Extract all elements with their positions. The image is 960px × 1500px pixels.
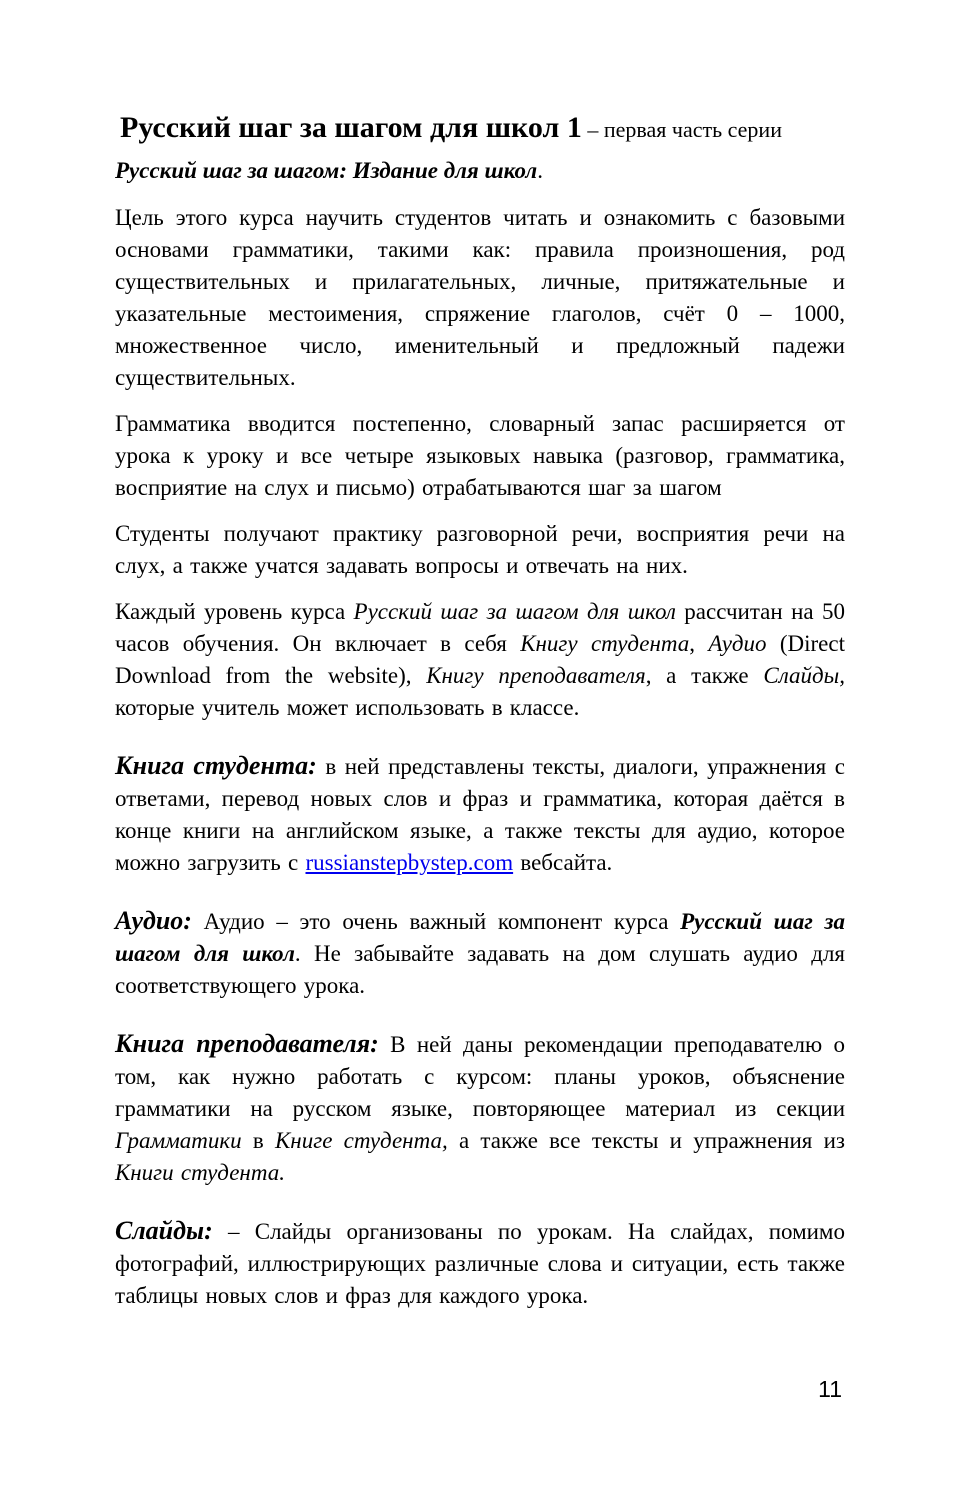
slides-section bbox=[115, 1215, 845, 1312]
text-run: Книгу студента bbox=[520, 631, 690, 656]
text-run: Слайды, bbox=[763, 663, 845, 688]
text-run: которые учитель может использовать в классе. bbox=[115, 695, 580, 720]
grammar-progress-paragraph bbox=[115, 408, 845, 504]
text-run: Аудио bbox=[708, 631, 767, 656]
page-title bbox=[115, 108, 845, 150]
students-practice-paragraph bbox=[115, 518, 845, 582]
page-subtitle bbox=[115, 154, 845, 188]
teacher-book-section bbox=[115, 1028, 845, 1189]
text-run: Грамматики bbox=[115, 1128, 242, 1153]
text-run: Русский шаг за шагом для школ 1 bbox=[120, 111, 582, 144]
text-run: а также все тексты и упражнения из bbox=[447, 1128, 845, 1153]
text-run: Книгу преподавателя bbox=[426, 663, 646, 688]
document-content bbox=[115, 108, 845, 1312]
course-goal-paragraph bbox=[115, 202, 845, 394]
text-run: Грамматика вводится постепенно, словарный запас расширяется от урока к уроку и все четыре языковых навыка (разговор, грамматика, восприятие на слух и письмо) отрабатываются шаг за шагом bbox=[115, 411, 845, 500]
text-run: Русский шаг за шагом для школ bbox=[115, 909, 845, 966]
text-run: , а также bbox=[645, 663, 764, 688]
course-components-paragraph bbox=[115, 596, 845, 724]
text-run: Книги студента. bbox=[115, 1160, 285, 1185]
text-run: вебсайта. bbox=[513, 850, 613, 875]
text-run: . bbox=[537, 158, 543, 183]
text-run: Книга студента: bbox=[115, 751, 317, 780]
text-run: – первая часть серии bbox=[581, 117, 782, 142]
text-run: (Direct Download from the website), bbox=[115, 631, 845, 688]
text-run: рассчитан на 50 часов обучения. Он включает в себя bbox=[115, 599, 845, 656]
text-run: Цель этого курса научить студентов читать и ознакомить с базовыми основами грамматики, такими как: правила произношения, род существительных и прилагательных, личные, притяжательные и указательные местоимения, спряжение глаголов, счёт 0 – 1000, множественное число, именительный и предложный падежи существительных. bbox=[115, 205, 845, 390]
text-run: Аудио: bbox=[115, 906, 192, 935]
text-run: Книге студента, bbox=[275, 1128, 448, 1153]
text-run: в ней представлены тексты, диалоги, упражнения с ответами, перевод новых слов и фраз и грамматика, которая даётся в конце книги на английском языке, а также тексты для аудио, которое можно загрузить с bbox=[115, 754, 845, 875]
text-run: Книга преподавателя: bbox=[115, 1029, 379, 1058]
text-run: Аудио – это очень важный компонент курса bbox=[191, 909, 681, 934]
text-run: Русский шаг за шагом для школ bbox=[353, 599, 676, 624]
website-link[interactable]: russianstepbystep.com bbox=[305, 850, 514, 875]
text-run: , bbox=[689, 631, 709, 656]
text-run: Слайды: bbox=[115, 1216, 213, 1245]
text-run: – Слайды организованы по урокам. На слайдах, помимо фотографий, иллюстрирующих различные слова и ситуации, есть также таблицы новых слов и фраз для каждого урока. bbox=[115, 1219, 845, 1308]
text-run: В ней даны рекомендации преподавателю о том, как нужно работать с курсом: планы уроков, объяснение грамматики на русском языке, повторяющее материал из секции bbox=[115, 1032, 846, 1121]
audio-section bbox=[115, 905, 845, 1002]
text-run: Студенты получают практику разговорной речи, восприятия речи на слух, а также учатся задавать вопросы и отвечать на них. bbox=[115, 521, 845, 578]
text-run: Каждый уровень курса bbox=[115, 599, 354, 624]
page-number: 11 bbox=[818, 1376, 842, 1402]
text-run: . Не забывайте задавать на дом слушать аудио для соответствующего урока. bbox=[115, 941, 845, 998]
text-run: Русский шаг за шагом: Издание для школ bbox=[115, 158, 538, 183]
student-book-section bbox=[115, 750, 845, 879]
text-run: в bbox=[241, 1128, 276, 1153]
